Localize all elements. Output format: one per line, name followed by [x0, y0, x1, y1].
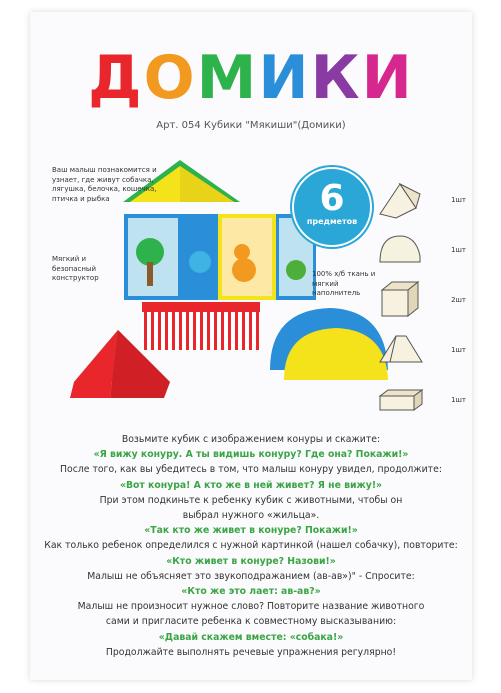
text-line: Малыш не объясняет это звукоподражанием (ав-ав»)" - Спросите:	[87, 570, 415, 582]
trapezoid-prism-icon	[376, 328, 426, 370]
half-cylinder-icon	[376, 228, 426, 270]
title-letter: И	[361, 43, 414, 113]
text-line: Малыш не произносит нужное слово? Повторите название животного	[77, 601, 425, 613]
title-letter: К	[310, 43, 362, 113]
shape-row	[376, 224, 466, 274]
quote-line: «Кто живет в конуре? Назови!»	[166, 555, 336, 567]
shape-qty: 1шт	[451, 196, 466, 204]
text-line: При этом подкиньте к ребенку кубик с животными, чтобы он	[99, 494, 403, 506]
quote-line: «Вот конура! А кто же в ней живет? Я не вижу!»	[119, 479, 383, 491]
text-line: Продолжайте выполнять речевые упражнения регулярно!	[105, 646, 397, 658]
title-letter: О	[143, 43, 197, 113]
items-count-badge	[292, 167, 372, 247]
cube-icon	[376, 278, 426, 320]
shape-list	[376, 174, 466, 424]
article-subtitle: Арт. 054 Кубики "Мякиши"(Домики)	[156, 120, 346, 131]
title-letter: И	[258, 43, 311, 113]
shape-qty: 1шт	[451, 396, 466, 404]
quote-line: «Кто же это лает: ав-ав?»	[181, 586, 321, 598]
text-line: После того, как вы убедитесь в том, что малыш конуру увидел, продолжите:	[60, 464, 442, 476]
quote-line: «Я вижу конуру. А ты видишь конуру? Где она? Покажи!»	[93, 449, 409, 461]
text-line: Возьмите кубик с изображением конуры и скажите:	[121, 434, 381, 445]
text-line: сами и пригласите ребенка к совместному высказыванию:	[105, 616, 397, 628]
shape-row	[376, 324, 466, 374]
quote-line: «Давай скажем вместе: «собака!»	[158, 631, 344, 643]
title-letter: М	[196, 43, 259, 113]
caption-material: 100% х/б ткань и мягкий наполнитель	[312, 270, 376, 297]
text-line: Как только ребенок определился с нужной картинкой (нашел собачку), повторите:	[44, 540, 458, 552]
caption-soft: Мягкий и безопасный конструктор	[52, 255, 99, 282]
quote-line: «Так кто же живет в конуре? Покажи!»	[144, 525, 358, 537]
shape-qty: 1шт	[451, 246, 466, 254]
shape-qty: 1шт	[451, 346, 466, 354]
instruction-sheet	[30, 12, 472, 680]
triangular-prism-icon	[376, 178, 426, 220]
shape-qty: 2шт	[451, 296, 466, 304]
caption-animals: Ваш малыш познакомится и узнает, где живут собачка, лягушка, белочка, кошечка, птичка и рыбка	[52, 166, 157, 203]
shape-row	[376, 174, 466, 224]
text-line: выбрал нужного «жильца».	[182, 510, 320, 522]
items-count: 6	[319, 178, 345, 219]
shape-row	[376, 274, 466, 324]
title-letter: Д	[88, 43, 144, 113]
flat-block-icon	[376, 378, 426, 420]
instructions-text	[40, 432, 462, 660]
items-count-label: предметов	[306, 217, 358, 226]
shape-row	[376, 374, 466, 424]
